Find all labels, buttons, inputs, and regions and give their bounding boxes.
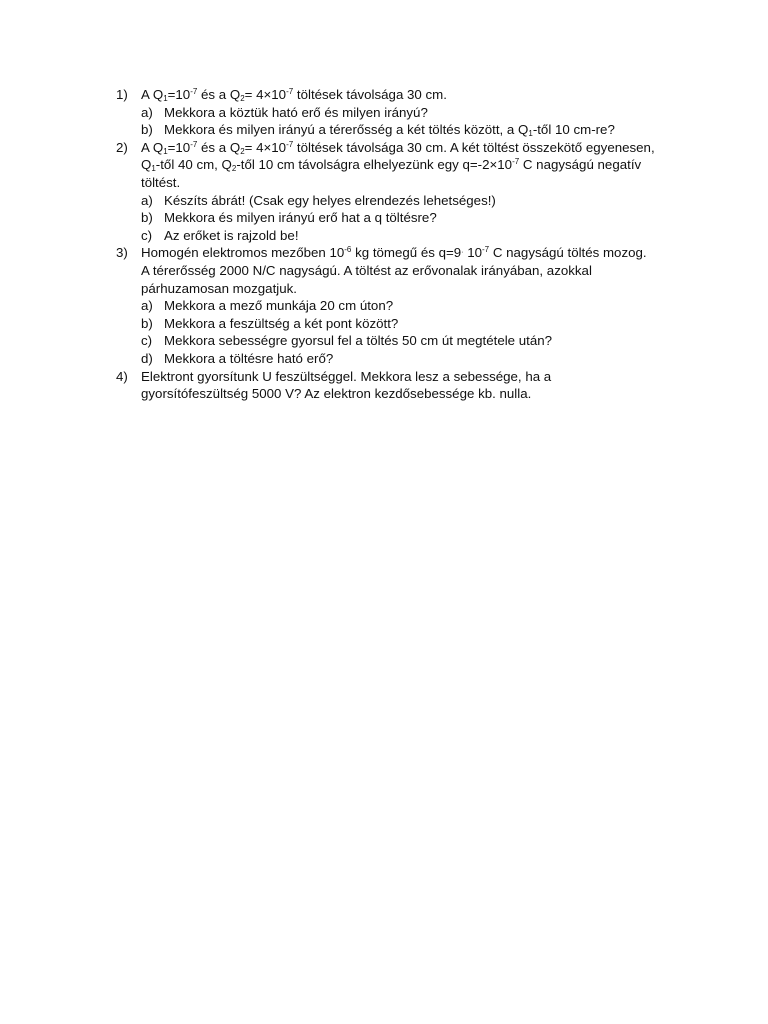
subquestion: a) Mekkora a mező munkája 20 cm úton?	[141, 298, 394, 314]
problem-3	[116, 244, 656, 367]
problem-2	[116, 139, 656, 245]
subquestion: b) Mekkora és milyen irányú a térerősség a két töltés között, a $Q_1$-től 10 cm-re?	[141, 122, 615, 139]
subquestion: c) Az erőket is rajzold be!	[141, 227, 299, 243]
problem-number: 1)	[116, 87, 128, 102]
problem-1	[116, 86, 656, 139]
problem-statement: Homogén elektromos mezőben $10^{-6}$ kg tömegű és q=9· $10^{-7}$ C nagyságú töltés mozog. A térerősség 2000 N/C nagyságú. A töltést az erővonalak irányában, azokkal párhuzamosan mozgatjuk.	[141, 245, 647, 296]
problem-statement: Elektront gyorsítunk U feszültséggel. Mekkora lesz a sebessége, ha a gyorsítófeszültség 5000 V? Az elektron kezdősebessége kb. nulla.	[141, 368, 552, 402]
problem-number: 2)	[116, 139, 128, 155]
subquestion: b) Mekkora a feszültség a két pont között?	[141, 315, 399, 331]
subquestion: a) Mekkora a köztük ható erő és milyen irányú?	[141, 104, 428, 120]
subquestion: b) Mekkora és milyen irányú erő hat a q töltésre?	[141, 210, 437, 226]
problem-statement: A $Q_1=10^{-7}$ és a $Q_2= 4\times 10^{-7}$ töltések távolsága 30 cm. A két töltést összekötő egyenesen, $Q_1$-től 40 cm, $Q_2$-től 10 cm távolságra elhelyezünk egy $q=-2\times 10^{-7}$ C nagyságú negatív töltést.	[141, 139, 655, 190]
problem-statement: A $Q_1=10^{-7}$ és a $Q_2= 4\times 10^{-7}$ töltések távolsága 30 cm.	[141, 87, 447, 103]
subquestion: c) Mekkora sebességre gyorsul fel a töltés 50 cm út megtétele után?	[141, 333, 553, 349]
subquestion: d) Mekkora a töltésre ható erő?	[141, 350, 334, 366]
problem-number: 3)	[116, 245, 128, 261]
problem-4	[116, 368, 656, 403]
problem-list	[116, 86, 656, 403]
subquestion: a) Készíts ábrát! (Csak egy helyes elrendezés lehetséges!)	[141, 192, 496, 208]
problem-number: 4)	[116, 368, 128, 384]
